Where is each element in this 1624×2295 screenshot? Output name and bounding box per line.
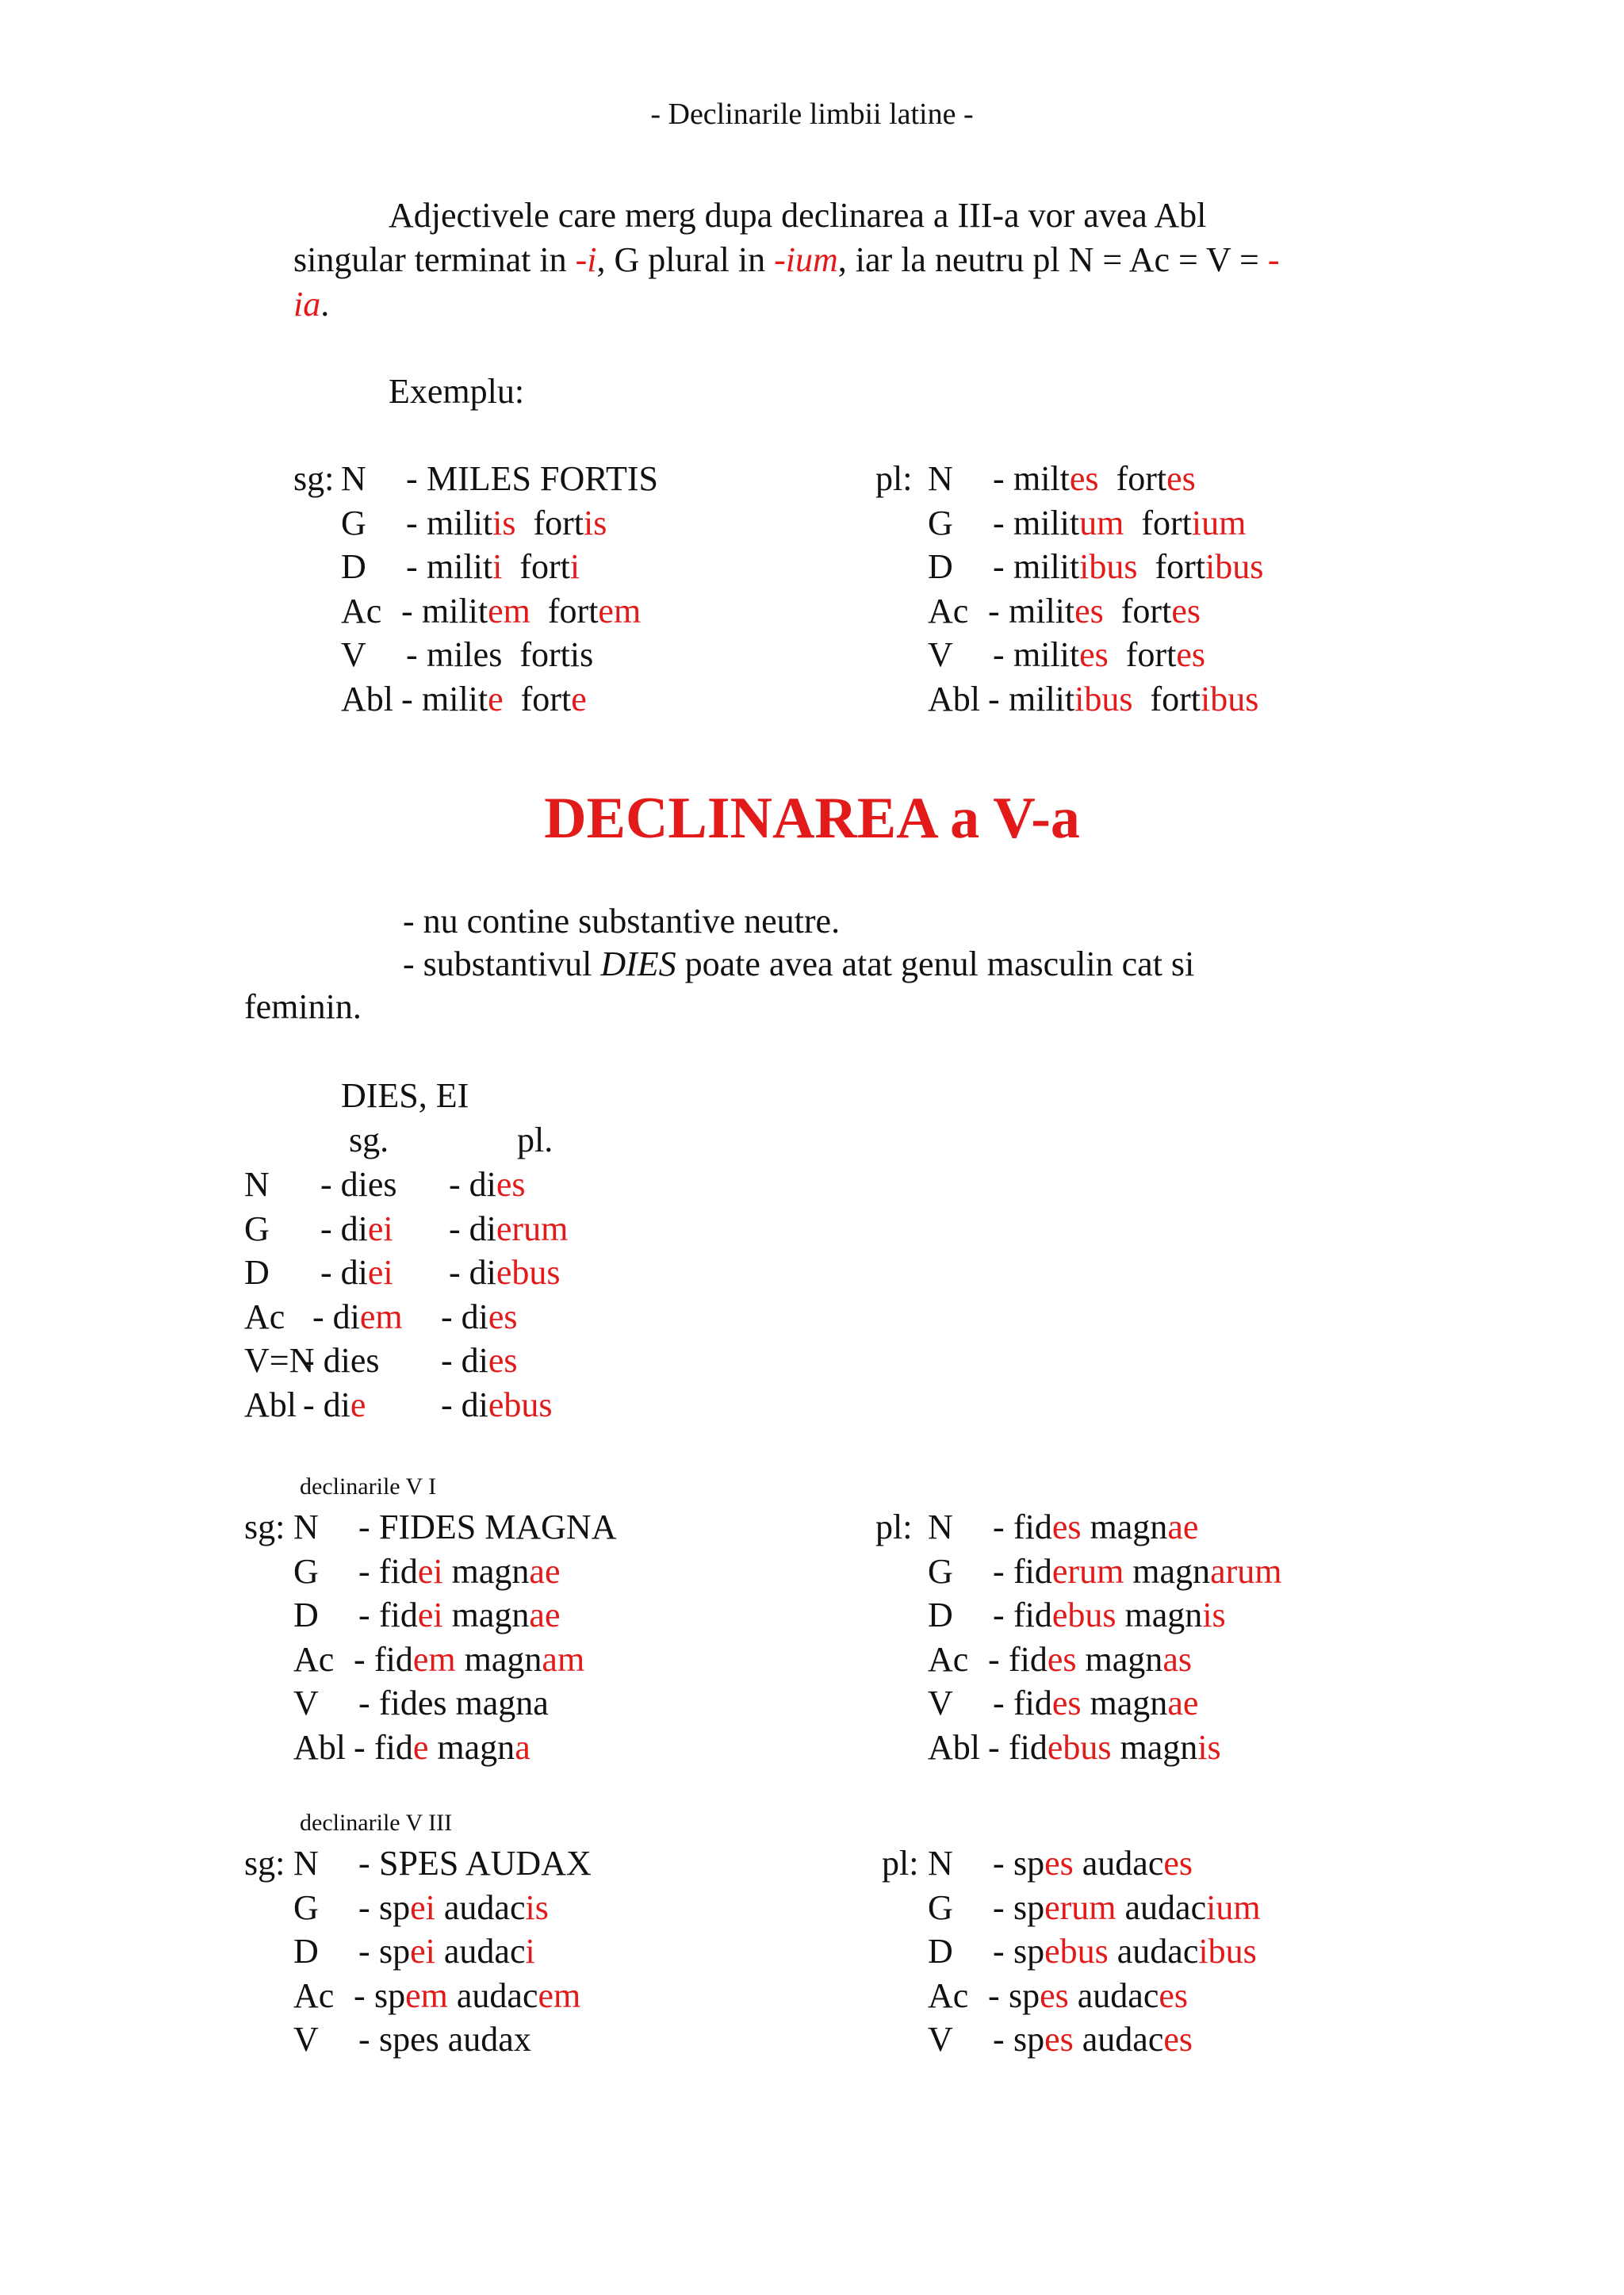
case-label: G: [341, 503, 366, 542]
case-label: Ac: [293, 1639, 335, 1679]
stem: audac: [1068, 1975, 1159, 2015]
stem: fid: [374, 1639, 413, 1679]
stem: magn: [1124, 1551, 1211, 1591]
note-line-3: feminin.: [244, 987, 362, 1026]
stem: FIDES MAGNA: [379, 1508, 617, 1546]
stem: fid: [1013, 1551, 1052, 1591]
ending: em: [412, 1639, 456, 1679]
case-label: G: [928, 503, 953, 542]
ending: es: [1074, 591, 1104, 630]
declined-form: [1013, 1841, 1193, 1886]
stem: SPES AUDAX: [379, 1844, 592, 1883]
case-label: V: [293, 2020, 319, 2059]
dash: -: [993, 1844, 1005, 1883]
stem: fid: [374, 1727, 413, 1767]
plural-form: [449, 1163, 526, 1207]
declined-form: [374, 1974, 580, 2018]
ending: erum: [1044, 1887, 1116, 1927]
dash: -: [993, 1684, 1005, 1722]
ending: a: [515, 1727, 530, 1767]
case-label: N: [244, 1165, 270, 1204]
ending: ebus: [1047, 1727, 1112, 1767]
declined-form: [1013, 633, 1205, 677]
stem: fort: [1137, 547, 1206, 586]
stem: sp: [1013, 2020, 1045, 2059]
stem: spes audax: [379, 2020, 531, 2059]
ending: es: [488, 1297, 518, 1336]
ending: e: [571, 679, 587, 718]
stem: miles fortis: [427, 635, 594, 674]
case-label: N: [293, 1844, 319, 1883]
example-label: Exemplu:: [389, 372, 525, 411]
declined-form: [379, 1505, 616, 1550]
stem: fort: [503, 679, 572, 718]
stem: - di: [303, 1385, 350, 1424]
dash: -: [993, 1932, 1005, 1971]
ending: ibus: [1198, 1932, 1257, 1971]
stem: audac: [1108, 1932, 1199, 1971]
ending: ebus: [488, 1385, 553, 1424]
case-label: V: [341, 635, 366, 674]
dash: -: [358, 1508, 370, 1546]
ending: ium: [1191, 503, 1247, 542]
case-label: Abl: [341, 679, 393, 718]
singular-form: [320, 1163, 397, 1207]
ending: ebus: [1044, 1932, 1109, 1971]
case-label: V: [293, 1684, 319, 1722]
declined-form: [1013, 1593, 1226, 1638]
ending: ei: [367, 1209, 393, 1248]
dash: -: [988, 1727, 1000, 1767]
stem: fort: [1098, 459, 1167, 498]
stem: fort: [1124, 503, 1192, 542]
case-label: Ac: [341, 591, 382, 630]
number-label: pl:: [882, 1844, 919, 1883]
dash: -: [993, 2020, 1005, 2059]
number-label: sg:: [293, 459, 335, 498]
declined-form: [1013, 1681, 1198, 1726]
stem: magn: [1111, 1727, 1198, 1767]
stem: fort: [1103, 591, 1172, 630]
dash: -: [993, 459, 1005, 498]
ending: is: [1197, 1727, 1221, 1767]
declined-form: [1013, 1886, 1261, 1930]
declined-form: [379, 1550, 560, 1594]
singular-form: [320, 1207, 393, 1251]
declined-form: [422, 589, 641, 634]
stem: - di: [441, 1341, 488, 1380]
case-label: G: [244, 1209, 270, 1248]
declined-form: [427, 633, 593, 677]
ending: is: [584, 503, 607, 542]
stem: fort: [515, 503, 584, 542]
dash: -: [354, 1975, 366, 2015]
ending: es: [496, 1165, 526, 1204]
stem: MILES FORTIS: [427, 459, 658, 498]
stem: - di: [320, 1253, 368, 1292]
ending: ibus: [1201, 679, 1259, 718]
ending: es: [1047, 1639, 1077, 1679]
dies-col-pl: pl.: [517, 1121, 553, 1159]
stem: sp: [374, 1975, 406, 2015]
case-label: Ac: [293, 1975, 335, 2015]
stem: magn: [1116, 1596, 1203, 1634]
number-label: pl:: [875, 1508, 913, 1546]
intro-line-2: singular terminat in -i, G plural in -ium, iar la neutru pl N = Ac = V = -: [293, 240, 1280, 279]
declined-form: [1013, 457, 1196, 501]
intro-line-1: Adjectivele care merg dupa declinarea a III-a vor avea Abl: [389, 196, 1207, 235]
stem: sp: [1009, 1975, 1040, 2015]
ending: ebus: [1051, 1596, 1116, 1634]
declined-form: [1009, 589, 1201, 634]
stem: fort: [1108, 635, 1177, 674]
ending: am: [542, 1639, 585, 1679]
case-label: D: [928, 1596, 953, 1634]
stem: magn: [428, 1727, 515, 1767]
ending: es: [1163, 1844, 1193, 1883]
declined-form: [379, 1681, 549, 1726]
case-label: N: [293, 1508, 319, 1546]
ending: is: [492, 503, 516, 542]
stem: magn: [1081, 1508, 1168, 1546]
dash: -: [406, 503, 418, 542]
dash: -: [401, 679, 413, 718]
case-label: G: [293, 1887, 319, 1927]
ending: i: [569, 547, 580, 586]
ending: i: [492, 547, 503, 586]
dash: -: [358, 1844, 370, 1883]
ending: ei: [410, 1932, 435, 1971]
declined-form: [379, 1929, 535, 1974]
case-label: G: [293, 1551, 319, 1591]
stem: - di: [312, 1297, 360, 1336]
stem: milit: [1013, 635, 1080, 674]
ending: ei: [367, 1253, 393, 1292]
declined-form: [1009, 1726, 1221, 1770]
ending: em: [405, 1975, 448, 2015]
declension-row: [0, 545, 1264, 589]
case-label: N: [928, 1508, 953, 1546]
dash: -: [993, 1508, 1005, 1546]
intro-line-3: ia.: [293, 285, 330, 324]
stem: sp: [379, 1887, 411, 1927]
declension-row: [0, 1681, 1199, 1726]
dash: -: [358, 1932, 370, 1971]
case-label: Ac: [928, 1975, 969, 2015]
stem: fid: [1013, 1684, 1052, 1722]
ending: em: [598, 591, 642, 630]
declined-form: [379, 2017, 531, 2062]
declension-row: [0, 1726, 1221, 1770]
declined-form: [379, 1593, 560, 1638]
stem: magn: [442, 1596, 530, 1634]
stem: fort: [530, 591, 599, 630]
dash: -: [993, 547, 1005, 586]
singular-form: [312, 1295, 403, 1339]
stem: magn: [455, 1639, 542, 1679]
plural-form: [441, 1383, 553, 1427]
stem: audac: [1116, 1887, 1207, 1927]
dash: -: [406, 547, 418, 586]
declined-form: [1009, 677, 1258, 722]
note-line-2: - substantivul DIES poate avea atat genul masculin cat si: [403, 944, 1195, 983]
ending: es: [1040, 1975, 1069, 2015]
ending: es: [1163, 2020, 1193, 2059]
dash: -: [354, 1639, 366, 1679]
stem: fid: [379, 1551, 418, 1591]
ending: ae: [1167, 1508, 1199, 1546]
case-label: V=N: [244, 1341, 315, 1380]
ending: is: [1202, 1596, 1226, 1634]
ending: erum: [496, 1209, 569, 1248]
stem: audac: [1073, 2020, 1164, 2059]
ending: es: [1166, 459, 1196, 498]
number-label: sg:: [244, 1508, 285, 1546]
ending: e: [412, 1727, 429, 1767]
ending: es: [1051, 1508, 1082, 1546]
declined-form: [427, 545, 580, 589]
declined-form: [1009, 1974, 1188, 2018]
ending: es: [1079, 635, 1109, 674]
declined-form: [427, 501, 607, 546]
ending: em: [488, 591, 530, 630]
stem: milit: [427, 503, 493, 542]
stem: milt: [1013, 459, 1070, 498]
declined-form: [1013, 545, 1263, 589]
dash: -: [358, 2020, 370, 2059]
ending: ei: [410, 1887, 435, 1927]
stem: fid: [379, 1596, 418, 1634]
stem: audac: [447, 1975, 538, 2015]
stem: milit: [1013, 503, 1080, 542]
case-label: D: [928, 1932, 953, 1971]
case-label: V: [928, 635, 953, 674]
singular-form: [303, 1383, 366, 1427]
ending: erum: [1051, 1551, 1124, 1591]
stem: milit: [1009, 679, 1075, 718]
dash: -: [358, 1596, 370, 1634]
case-label: N: [341, 459, 366, 498]
declined-form: [379, 1841, 592, 1886]
number-label: sg:: [244, 1844, 285, 1883]
ending: is: [525, 1887, 549, 1927]
ending: ibus: [1205, 547, 1264, 586]
dash: -: [988, 1975, 1000, 2015]
stem: sp: [1013, 1887, 1045, 1927]
case-label: Abl: [244, 1385, 297, 1424]
plural-form: [449, 1251, 561, 1295]
declined-form: [1013, 1550, 1281, 1594]
ending: arum: [1210, 1551, 1282, 1591]
case-label: D: [293, 1932, 319, 1971]
case-label: V: [928, 2020, 953, 2059]
dash: -: [993, 1596, 1005, 1634]
dash: -: [993, 503, 1005, 542]
case-label: G: [928, 1551, 953, 1591]
case-label: Abl: [928, 1727, 980, 1767]
ending: ei: [417, 1551, 443, 1591]
case-label: Abl: [928, 679, 980, 718]
stem: - di: [441, 1385, 488, 1424]
ending: ei: [417, 1596, 443, 1634]
singular-form: [320, 1251, 393, 1295]
ending: es: [1176, 635, 1205, 674]
ending: ae: [529, 1596, 561, 1634]
declined-form: [427, 457, 658, 501]
ending: em: [359, 1297, 403, 1336]
case-label: N: [928, 1844, 953, 1883]
ending: em: [538, 1975, 581, 2015]
ending: um: [1079, 503, 1124, 542]
dash: -: [988, 591, 1000, 630]
dash: -: [406, 635, 418, 674]
ending: es: [1044, 1844, 1074, 1883]
stem: fort: [1132, 679, 1201, 718]
ending: ae: [529, 1551, 561, 1591]
stem: sp: [1013, 1844, 1045, 1883]
dash: -: [358, 1684, 370, 1722]
dash: -: [354, 1727, 366, 1767]
note-line-1: - nu contine substantive neutre.: [403, 902, 841, 941]
stem: fort: [502, 547, 570, 586]
stem: fid: [1013, 1596, 1052, 1634]
plural-form: [441, 1295, 518, 1339]
case-label: D: [244, 1253, 270, 1292]
stem: milit: [422, 679, 488, 718]
ending: e: [488, 679, 504, 718]
stem: - dies: [320, 1165, 397, 1204]
dash: -: [406, 459, 418, 498]
case-label: Abl: [293, 1727, 346, 1767]
declined-form: [374, 1726, 530, 1770]
dash: -: [993, 635, 1005, 674]
declined-form: [374, 1638, 584, 1682]
stem: milit: [1009, 591, 1075, 630]
dash: -: [988, 679, 1000, 718]
declined-form: [1013, 2017, 1193, 2062]
declined-form: [379, 1886, 549, 1930]
case-label: D: [341, 547, 366, 586]
stem: - dies: [303, 1341, 380, 1380]
stem: fid: [1013, 1508, 1052, 1546]
ending: es: [1069, 459, 1099, 498]
page-header: - Declinarile limbii latine -: [650, 98, 974, 131]
declension-row: [0, 677, 1259, 722]
ending: es: [1044, 2020, 1074, 2059]
stem: - di: [449, 1253, 496, 1292]
case-label: Ac: [928, 1639, 969, 1679]
dies-col-sg: sg.: [349, 1121, 389, 1159]
ending: i: [525, 1932, 535, 1971]
ending: ebus: [496, 1253, 561, 1292]
stem: - di: [320, 1209, 368, 1248]
case-label: N: [928, 459, 953, 498]
plural-form: [441, 1339, 518, 1383]
dash: -: [993, 1551, 1005, 1591]
ending: ae: [1167, 1684, 1199, 1722]
singular-form: [303, 1339, 380, 1383]
ending: ibus: [1074, 679, 1133, 718]
stem: milit: [422, 591, 488, 630]
declined-form: [422, 677, 587, 722]
stem: fid: [1009, 1727, 1048, 1767]
stem: fid: [1009, 1639, 1048, 1679]
case-label: G: [928, 1887, 953, 1927]
case-label: Ac: [928, 591, 969, 630]
plural-form: [449, 1207, 568, 1251]
fides-decl-note: declinarile V I: [300, 1473, 437, 1500]
ending: es: [1159, 1975, 1189, 2015]
case-label: D: [293, 1596, 319, 1634]
declined-form: [1013, 501, 1246, 546]
stem: magn: [442, 1551, 530, 1591]
dies-title: DIES, EI: [341, 1076, 469, 1115]
stem: milit: [427, 547, 493, 586]
dash: -: [358, 1887, 370, 1927]
number-label: pl:: [875, 459, 913, 498]
stem: audac: [435, 1887, 526, 1927]
stem: - di: [441, 1297, 488, 1336]
section-title: DECLINAREA a V-a: [544, 786, 1080, 851]
ending: ium: [1206, 1887, 1261, 1927]
stem: audac: [435, 1932, 526, 1971]
ending: e: [350, 1385, 366, 1424]
dash: -: [993, 1887, 1005, 1927]
stem: milit: [1013, 547, 1080, 586]
ending: ibus: [1079, 547, 1138, 586]
case-label: D: [928, 547, 953, 586]
stem: - di: [449, 1209, 496, 1248]
stem: fides magna: [379, 1684, 549, 1722]
declined-form: [1013, 1505, 1198, 1550]
declined-form: [1013, 1929, 1257, 1974]
stem: - di: [449, 1165, 496, 1204]
spes-decl-note: declinarile V III: [300, 1810, 453, 1836]
dash: -: [988, 1639, 1000, 1679]
ending: es: [1051, 1684, 1082, 1722]
stem: audac: [1073, 1844, 1164, 1883]
ending: as: [1162, 1639, 1192, 1679]
ending: es: [1171, 591, 1201, 630]
ending: es: [488, 1341, 518, 1380]
case-label: Ac: [244, 1297, 285, 1336]
stem: magn: [1076, 1639, 1163, 1679]
case-label: V: [928, 1684, 953, 1722]
declined-form: [1009, 1638, 1192, 1682]
stem: sp: [1013, 1932, 1045, 1971]
dash: -: [401, 591, 413, 630]
stem: sp: [379, 1932, 411, 1971]
dash: -: [358, 1551, 370, 1591]
stem: magn: [1081, 1684, 1168, 1722]
